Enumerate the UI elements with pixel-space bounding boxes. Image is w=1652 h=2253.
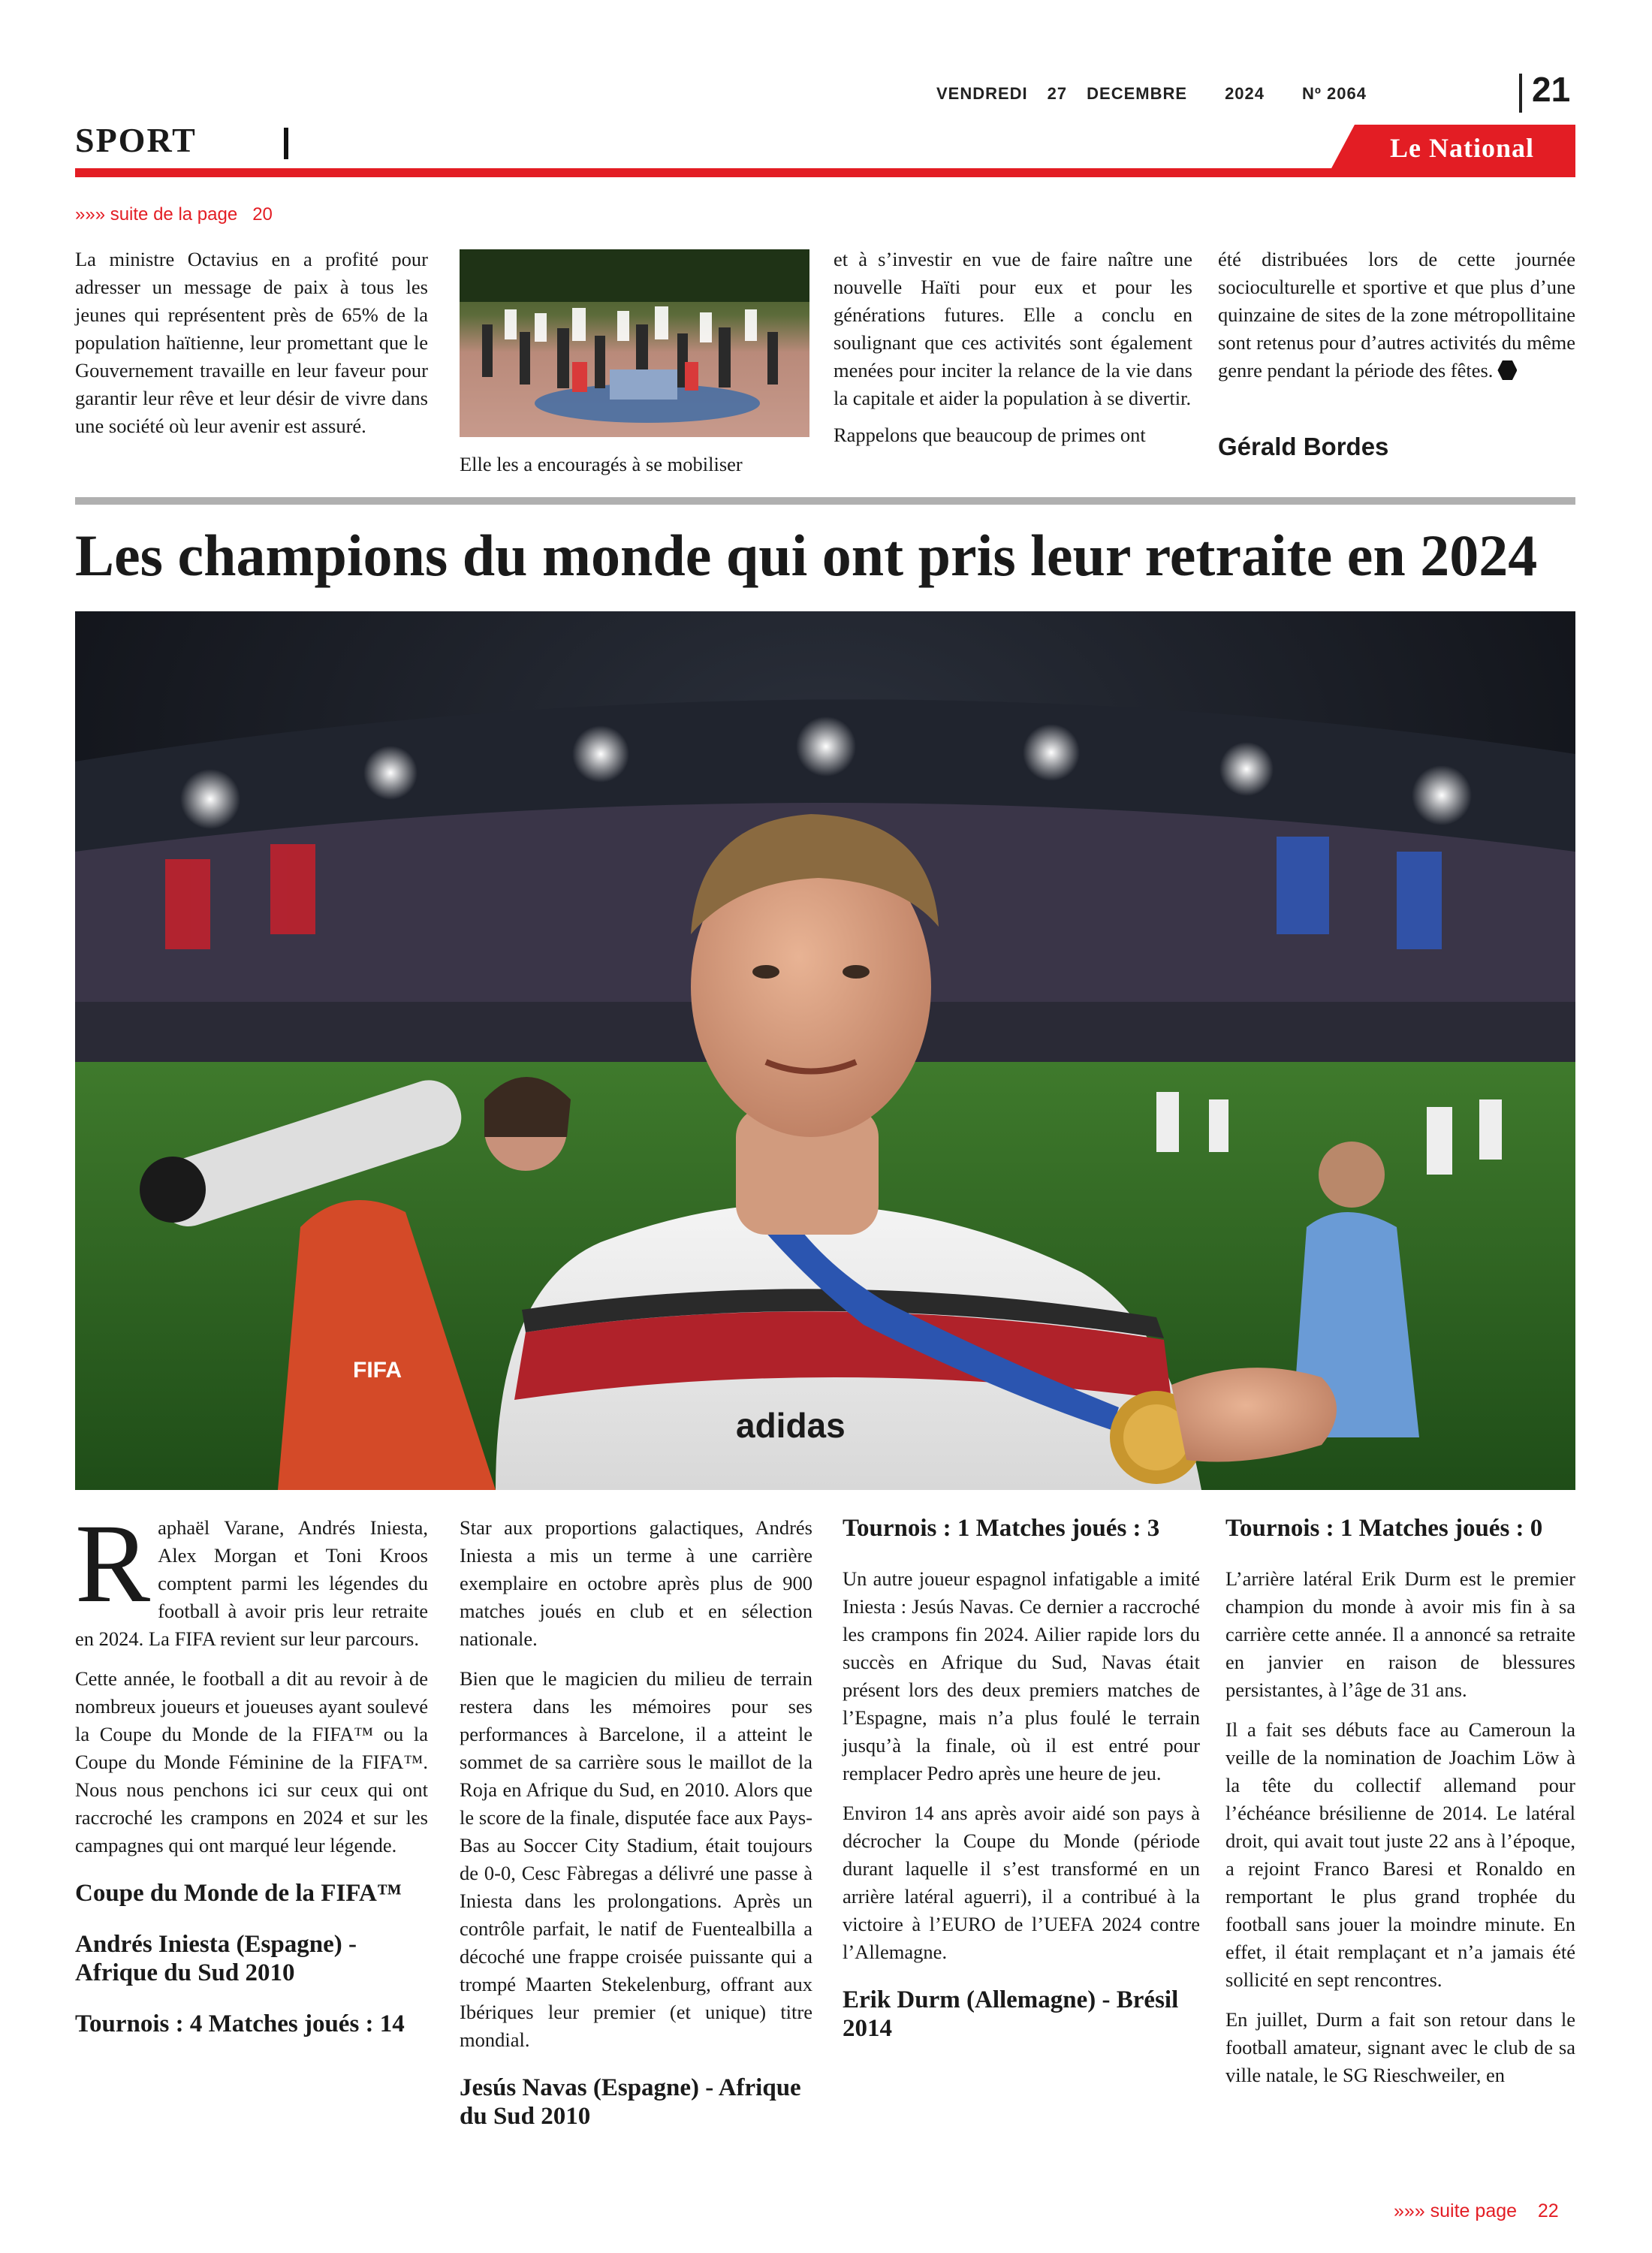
article-headline: Les champions du monde qui ont pris leur retraite en 2024: [75, 523, 1538, 588]
article-lede: aphaël Varane, Andrés Iniesta, Alex Morgan et Toni Kroos comptent parmi les légendes du football à avoir pris leur retraite en 2024. La FIFA revient sur leur parcours.: [75, 1516, 428, 1650]
top-column-1: La ministre Octavius en a profité pour adresser un message de paix à tous les jeunes qui représentent près de 65% de la population haïtienne, leur promettant que le Gouvernement travaille en leur faveur pour garantir leur rêve et leur désir de vivre dans une société où leur avenir est assuré.: [75, 248, 428, 437]
top-column-4: [1218, 246, 1575, 385]
article-paragraph: En juillet, Durm a fait son retour dans le football amateur, signant avec le club de sa ville natale, le SG Rieschweiler, en: [1225, 2008, 1575, 2086]
article-paragraph: L’arrière latéral Erik Durm est le premier champion du monde à avoir mis fin à sa carrière cette année. Il a annoncé sa retraite en janvier en raison de blessures persistantes, à l’âge de 31 ans.: [1225, 1567, 1575, 1701]
article-column-2: [460, 1514, 812, 2153]
header-rule: [75, 168, 1575, 177]
article-paragraph: Star aux proportions galactiques, Andrés Iniesta a mis un terme à une carrière exemplaire en octobre après plus de 900 matches joués en club et en sélection nationale.: [460, 1516, 812, 1650]
article-column-3: [843, 1514, 1200, 2065]
photographer-bib-text: FIFA: [353, 1358, 402, 1383]
page-number-divider: [1519, 74, 1522, 113]
hero-photo: [75, 611, 1575, 1490]
event-photo: [460, 249, 809, 437]
article-divider: [75, 497, 1575, 505]
subheading: Erik Durm (Allemagne) - Brésil 2014: [843, 1986, 1179, 2042]
subheading: Coupe du Monde de la FIFA™: [75, 1880, 402, 1907]
article-paragraph: Cette année, le football a dit au revoir à de nombreux joueurs et joueuses ayant soulevé la Coupe du Monde de la FIFA™ ou la Coupe du Monde Féminine de la FIFA™. Nous nous penchons ici sur ceux qui ont raccroché les crampons en 2024 et sur les campagnes qui ont marqué leur légende.: [75, 1667, 428, 1856]
top-column-3-p2: Rappelons que beaucoup de primes ont: [834, 424, 1146, 446]
issue-month: DECEMBRE: [1087, 84, 1188, 103]
author-signature: Gérald Bordes: [1218, 433, 1389, 460]
top-column-2-caption: Elle les a encouragés à se mobiliser: [460, 453, 743, 475]
section-title: SPORT: [75, 121, 197, 159]
continued-to-page: 22: [1537, 2200, 1559, 2221]
article-paragraph: Bien que le magicien du milieu de terrain restera dans les mémoires pour ses performances à Barcelone, il a atteint le sommet de sa carrière sous le maillot de la Roja en Afrique du Sud, en 2010. Alors que le score de la finale, disputée face aux Pays-Bas au Soccer City Stadium, était toujours de 0-0, Cesc Fàbregas a délivré une passe à Iniesta dans les prolongations. Après un contrôle parfait, le natif de Fuentealbilla a décoché une frappe croisée puissante qui a trompé Maarten Stekelenburg, offrant aux Ibériques leur premier (et unique) titre mondial.: [460, 1667, 812, 2051]
event-photo-image: [460, 249, 809, 437]
issue-number: Nº 2064: [1302, 84, 1367, 103]
article-paragraph: Il a fait ses débuts face au Cameroun la veille de la nomination de Joachim Löw à la tête du collectif allemand pour l’échéance brésilienne de 2014. Le latéral droit, qui avait tout juste 22 ans à l’époque, a rejoint Franco Baresi et Ronaldo en remportant le plus grand trophée du football sans jouer la moindre minute. En effet, il était remplaçant et n’a jamais été sollicité en sept rencontres.: [1225, 1718, 1575, 1991]
brand-name: Le National: [1389, 133, 1534, 163]
article-paragraph: Un autre joueur espagnol infatigable a imité Iniesta : Jesús Navas. Ce dernier a raccroché les crampons fin 2024. Ailier rapide lors du succès en Afrique du Sud, Navas était présent lors des deux premiers matches de l’Espagne, mais n’a plus foulé le terrain jusqu’à la finale, où il est entré pour remplacer Pedro après une heure de jeu.: [843, 1567, 1200, 1784]
subheading: Tournois : 1 Matches joués : 0: [1225, 1515, 1543, 1542]
continued-to-label: »»» suite page: [1394, 2200, 1518, 2221]
issue-date-number: 27: [1047, 84, 1068, 103]
page-number: 21: [1532, 70, 1571, 109]
issue-date: [936, 84, 1367, 104]
continued-to[interactable]: [1394, 2200, 1559, 2222]
subheading: Tournois : 4 Matches joués : 14: [75, 2010, 405, 2037]
section-divider: [284, 128, 288, 159]
top-column-3-p1: et à s’investir en vue de faire naître une nouvelle Haïti pour eux et pour les générations futures. Elle a conclu en soulignant que ces activités sont également menées pour inciter la relance de la vie dans la capitale et aider la population à se divertir.: [834, 248, 1192, 409]
drop-cap: R: [75, 1501, 151, 1626]
issue-year: 2024: [1225, 84, 1265, 103]
hero-photo-image: [75, 611, 1575, 1490]
subheading: Jesús Navas (Espagne) - Afrique du Sud 2010: [460, 2074, 801, 2130]
issue-day: VENDREDI: [936, 84, 1028, 103]
continued-from-page: 20: [252, 204, 273, 225]
jersey-brand-text: adidas: [736, 1406, 846, 1445]
article-paragraph: Environ 14 ans après avoir aidé son pays à décrocher la Coupe du Monde (période durant laquelle il s’est transformé en un arrière latéral aguerri), il a contribué à la victoire à l’EURO de l’UEFA 2024 contre l’Allemagne.: [843, 1802, 1200, 1963]
top-column-4-text: été distribuées lors de cette journée socioculturelle et sportive et que plus d’une quinzaine de sites de la zone métropollitaine sont retenus pour d’autres activités du même genre pendant la période des fêtes.: [1218, 248, 1575, 382]
end-of-article-icon: [1497, 360, 1517, 380]
article-column-1: [75, 1501, 428, 2061]
article-column-4: [1225, 1514, 1575, 2101]
continued-from-label: »»» suite de la page: [75, 204, 238, 225]
continued-from[interactable]: [75, 204, 273, 225]
subheading: Tournois : 1 Matches joués : 3: [843, 1515, 1160, 1542]
subheading: Andrés Iniesta (Espagne) - Afrique du Sud 2010: [75, 1931, 357, 1986]
top-column-3: [834, 246, 1192, 449]
